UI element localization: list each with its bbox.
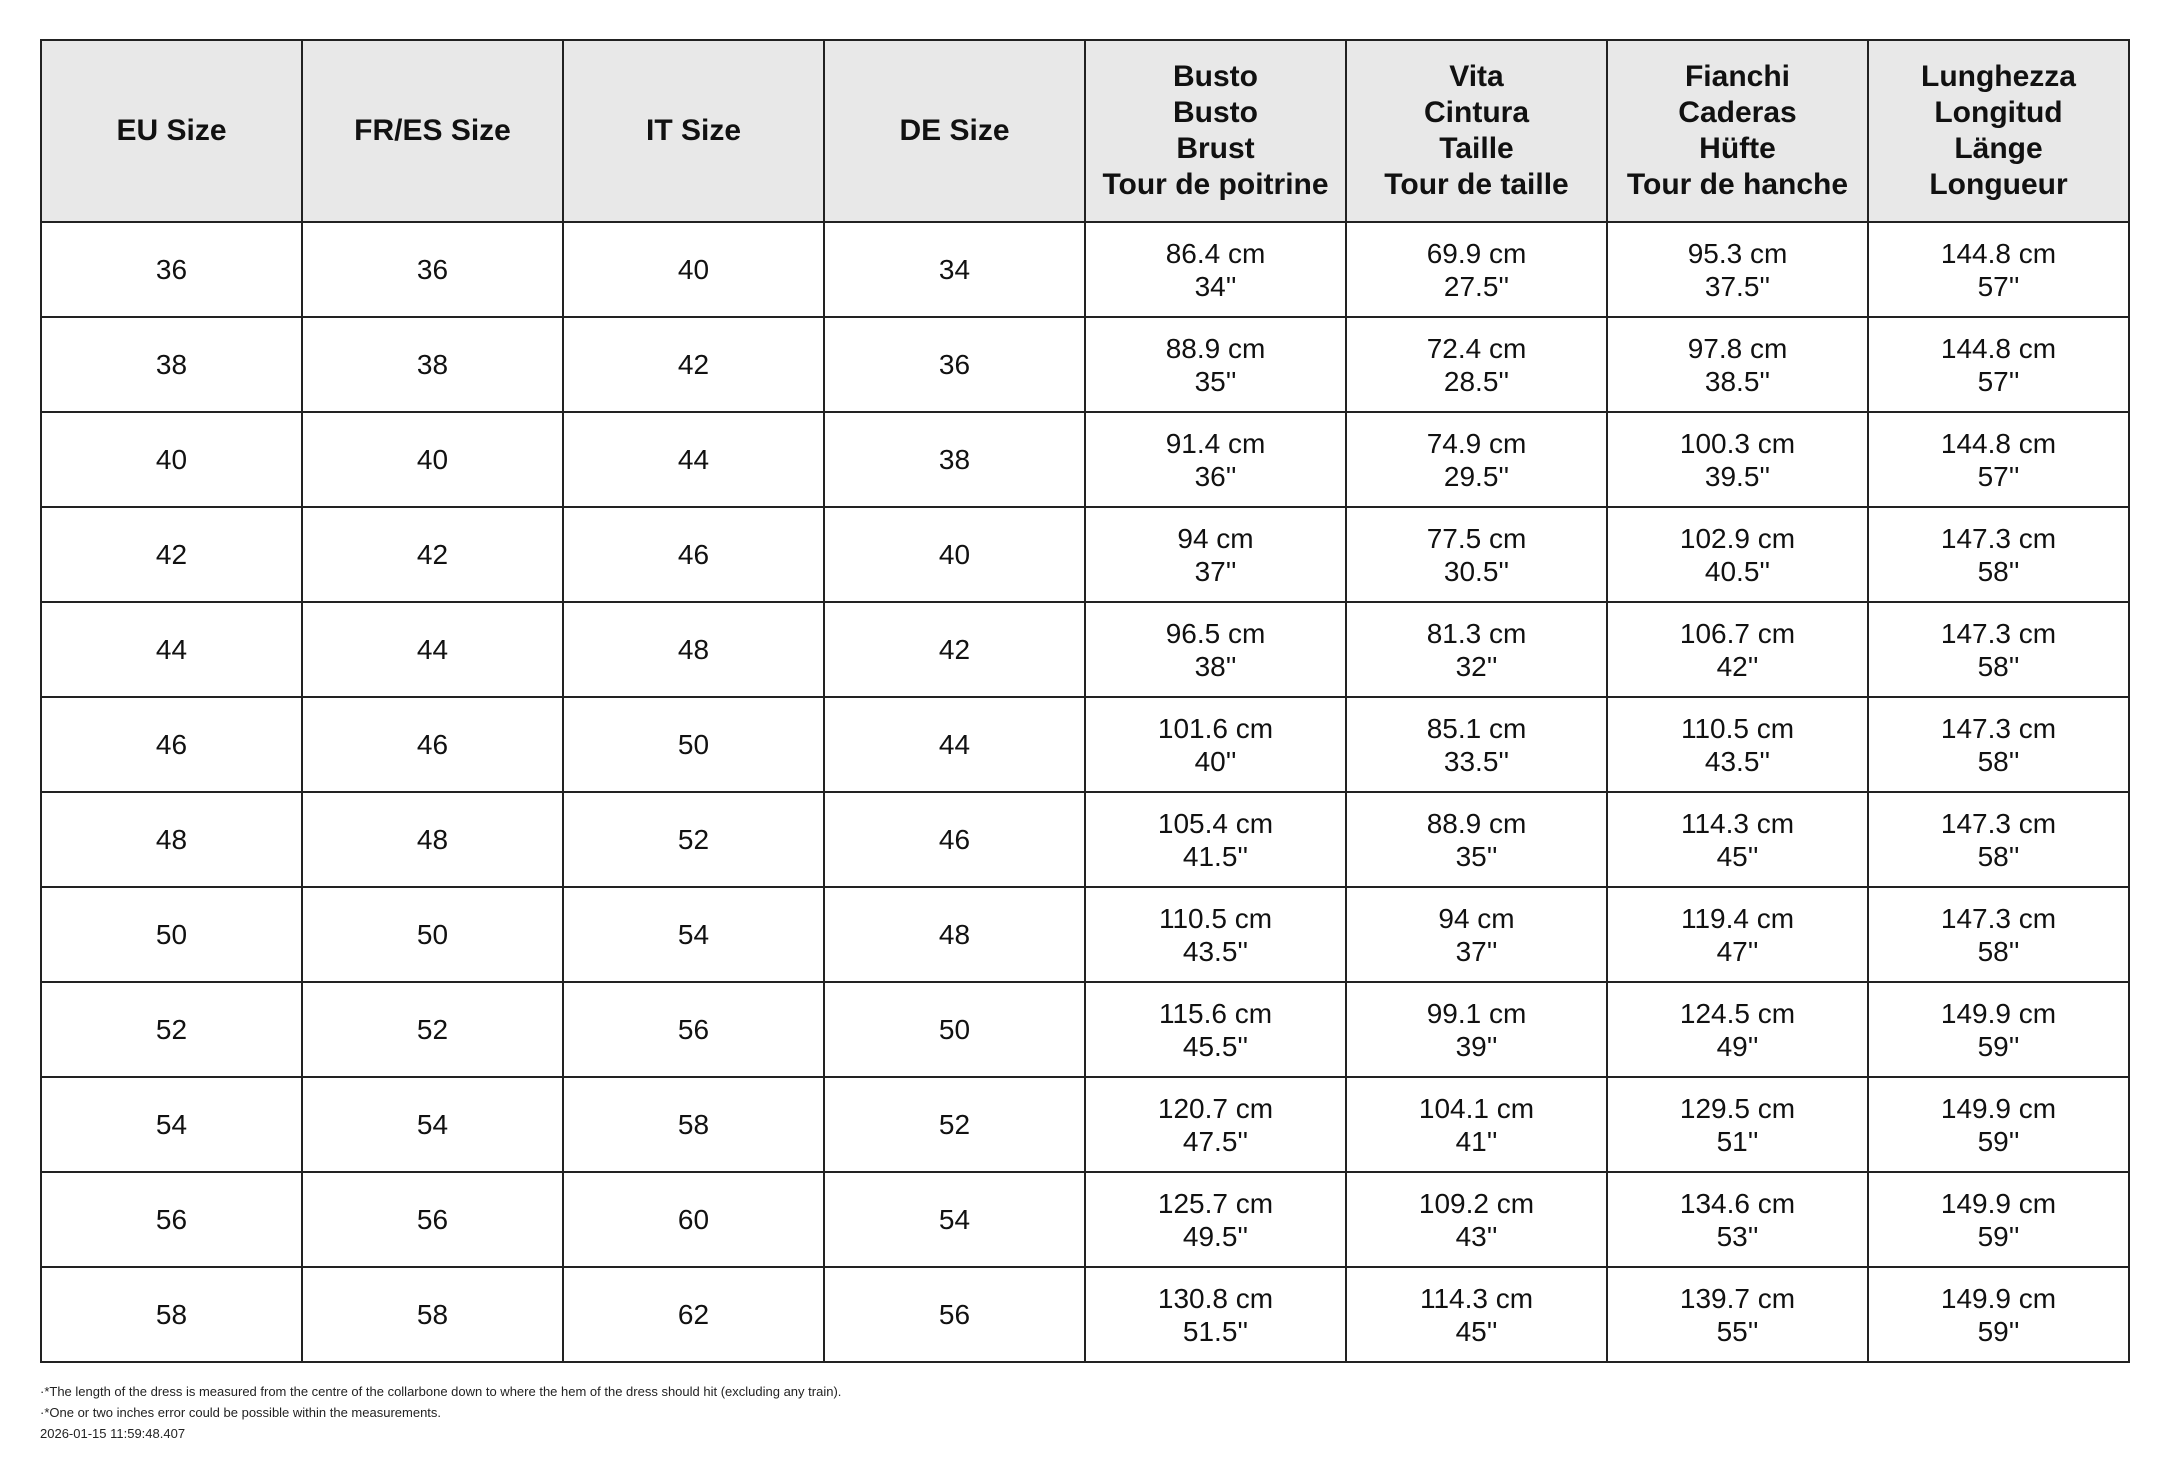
cell-it-size: 62 [563, 1267, 824, 1362]
header-line: Tour de hanche [1626, 168, 1849, 201]
measure-cm: 104.1 cm [1418, 1092, 1535, 1124]
measure-cm: 85.1 cm [1426, 712, 1527, 744]
cell-eu-size: 46 [41, 697, 302, 792]
column-header-eu-size [41, 40, 302, 222]
cell-eu-size: 44 [41, 602, 302, 697]
header-line: Caderas [1678, 96, 1797, 129]
cell-bust [1085, 887, 1346, 982]
measure-inch: 41.5'' [1182, 840, 1249, 872]
column-header-waist [1346, 40, 1607, 222]
cell-waist [1346, 697, 1607, 792]
measure-cm: 101.6 cm [1157, 712, 1274, 744]
cell-bust [1085, 507, 1346, 602]
cell-waist [1346, 982, 1607, 1077]
measure-cm: 99.1 cm [1426, 997, 1527, 1029]
column-header-bust [1085, 40, 1346, 222]
header-line: Vita [1449, 60, 1504, 93]
cell-length [1868, 982, 2129, 1077]
measure-cm: 69.9 cm [1426, 237, 1527, 269]
cell-waist [1346, 792, 1607, 887]
measure-cm: 72.4 cm [1426, 332, 1527, 364]
measure-cm: 139.7 cm [1679, 1282, 1796, 1314]
measure-cm: 88.9 cm [1165, 332, 1266, 364]
cell-length [1868, 412, 2129, 507]
cell-it-size: 58 [563, 1077, 824, 1172]
measure-inch: 34'' [1194, 270, 1237, 302]
measure-inch: 38.5'' [1704, 365, 1771, 397]
cell-it-size: 60 [563, 1172, 824, 1267]
cell-de-size: 54 [824, 1172, 1085, 1267]
header-line: Busto [1173, 96, 1258, 129]
cell-waist [1346, 222, 1607, 317]
measure-cm: 100.3 cm [1679, 427, 1796, 459]
measure-inch: 32'' [1455, 650, 1498, 682]
measure-cm: 120.7 cm [1157, 1092, 1274, 1124]
cell-fr-es-size: 58 [302, 1267, 563, 1362]
footnote-dress-length: ·*The length of the dress is measured from the centre of the collarbone down to where the hem of the dress should hit (excluding any train). [40, 1384, 842, 1399]
measure-inch: 57'' [1977, 365, 2020, 397]
footnotes [40, 1381, 841, 1444]
cell-fr-es-size: 44 [302, 602, 563, 697]
measure-inch: 37'' [1455, 935, 1498, 967]
cell-hips [1607, 1172, 1868, 1267]
cell-eu-size: 38 [41, 317, 302, 412]
header-line: Fianchi [1684, 60, 1790, 93]
measure-inch: 47'' [1716, 935, 1759, 967]
column-header-it-size [563, 40, 824, 222]
table-row [41, 887, 2129, 982]
header-line: Longueur [1929, 168, 2068, 201]
measure-inch: 38'' [1194, 650, 1237, 682]
cell-fr-es-size: 50 [302, 887, 563, 982]
cell-hips [1607, 982, 1868, 1077]
measure-cm: 81.3 cm [1426, 617, 1527, 649]
cell-length [1868, 1077, 2129, 1172]
cell-length [1868, 317, 2129, 412]
header-line: IT Size [645, 114, 742, 147]
measure-inch: 58'' [1977, 745, 2020, 777]
cell-bust [1085, 602, 1346, 697]
cell-de-size: 36 [824, 317, 1085, 412]
measure-cm: 97.8 cm [1687, 332, 1788, 364]
cell-it-size: 52 [563, 792, 824, 887]
measure-cm: 91.4 cm [1165, 427, 1266, 459]
measure-cm: 149.9 cm [1940, 1282, 2057, 1314]
table-row [41, 222, 2129, 317]
cell-fr-es-size: 52 [302, 982, 563, 1077]
column-header-hips [1607, 40, 1868, 222]
measure-cm: 147.3 cm [1940, 522, 2057, 554]
cell-de-size: 40 [824, 507, 1085, 602]
cell-length [1868, 1172, 2129, 1267]
measure-cm: 149.9 cm [1940, 1092, 2057, 1124]
measure-inch: 57'' [1977, 270, 2020, 302]
cell-bust [1085, 222, 1346, 317]
measure-cm: 129.5 cm [1679, 1092, 1796, 1124]
cell-bust [1085, 1077, 1346, 1172]
header-row [41, 40, 2129, 222]
header-line: Longitud [1934, 96, 2063, 129]
table-row [41, 412, 2129, 507]
measure-cm: 134.6 cm [1679, 1187, 1796, 1219]
measure-inch: 58'' [1977, 935, 2020, 967]
cell-hips [1607, 887, 1868, 982]
cell-length [1868, 1267, 2129, 1362]
header-line: EU Size [116, 114, 227, 147]
cell-bust [1085, 1172, 1346, 1267]
measure-inch: 49.5'' [1182, 1220, 1249, 1252]
header-line: Länge [1954, 132, 2043, 165]
cell-length [1868, 507, 2129, 602]
measure-cm: 88.9 cm [1426, 807, 1527, 839]
cell-fr-es-size: 46 [302, 697, 563, 792]
cell-bust [1085, 697, 1346, 792]
cell-eu-size: 36 [41, 222, 302, 317]
header-line: Hüfte [1699, 132, 1776, 165]
cell-eu-size: 42 [41, 507, 302, 602]
cell-de-size: 38 [824, 412, 1085, 507]
size-chart-table [40, 39, 2130, 1363]
table-row [41, 507, 2129, 602]
cell-fr-es-size: 54 [302, 1077, 563, 1172]
cell-it-size: 46 [563, 507, 824, 602]
measure-inch: 37'' [1194, 555, 1237, 587]
cell-hips [1607, 222, 1868, 317]
measure-inch: 28.5'' [1443, 365, 1510, 397]
measure-cm: 130.8 cm [1157, 1282, 1274, 1314]
header-line: Cintura [1424, 96, 1529, 129]
cell-de-size: 52 [824, 1077, 1085, 1172]
header-line: FR/ES Size [354, 114, 511, 147]
measure-cm: 102.9 cm [1679, 522, 1796, 554]
cell-eu-size: 56 [41, 1172, 302, 1267]
measure-inch: 58'' [1977, 840, 2020, 872]
cell-it-size: 56 [563, 982, 824, 1077]
cell-bust [1085, 412, 1346, 507]
measure-cm: 114.3 cm [1419, 1282, 1534, 1314]
cell-hips [1607, 317, 1868, 412]
header-line: Busto [1173, 60, 1258, 93]
measure-inch: 45'' [1716, 840, 1759, 872]
cell-hips [1607, 602, 1868, 697]
measure-cm: 125.7 cm [1157, 1187, 1274, 1219]
measure-inch: 45.5'' [1182, 1030, 1249, 1062]
cell-waist [1346, 317, 1607, 412]
measure-inch: 45'' [1455, 1315, 1498, 1347]
timestamp: 2026-01-15 11:59:48.407 [40, 1426, 186, 1441]
measure-inch: 57'' [1977, 460, 2020, 492]
cell-waist [1346, 1077, 1607, 1172]
cell-it-size: 40 [563, 222, 824, 317]
measure-cm: 124.5 cm [1679, 997, 1796, 1029]
cell-length [1868, 792, 2129, 887]
measure-cm: 115.6 cm [1158, 997, 1273, 1029]
header-line: Taille [1439, 132, 1514, 165]
measure-cm: 95.3 cm [1687, 237, 1788, 269]
cell-fr-es-size: 36 [302, 222, 563, 317]
measure-inch: 49'' [1716, 1030, 1759, 1062]
measure-inch: 53'' [1716, 1220, 1759, 1252]
measure-cm: 144.8 cm [1940, 427, 2057, 459]
measure-cm: 119.4 cm [1680, 902, 1795, 934]
measure-cm: 86.4 cm [1165, 237, 1266, 269]
measure-cm: 147.3 cm [1940, 617, 2057, 649]
header-line: Brust [1176, 132, 1255, 165]
cell-waist [1346, 412, 1607, 507]
cell-it-size: 50 [563, 697, 824, 792]
cell-hips [1607, 507, 1868, 602]
measure-inch: 59'' [1977, 1220, 2020, 1252]
cell-waist [1346, 1267, 1607, 1362]
measure-cm: 106.7 cm [1679, 617, 1796, 649]
cell-de-size: 34 [824, 222, 1085, 317]
measure-inch: 58'' [1977, 555, 2020, 587]
measure-inch: 35'' [1455, 840, 1498, 872]
measure-inch: 59'' [1977, 1030, 2020, 1062]
cell-length [1868, 697, 2129, 792]
measure-inch: 40'' [1194, 745, 1237, 777]
cell-de-size: 42 [824, 602, 1085, 697]
measure-cm: 144.8 cm [1940, 237, 2057, 269]
header-line: Tour de taille [1384, 168, 1569, 201]
measure-inch: 47.5'' [1182, 1125, 1249, 1157]
measure-inch: 51'' [1716, 1125, 1759, 1157]
measure-inch: 39'' [1455, 1030, 1498, 1062]
cell-waist [1346, 602, 1607, 697]
cell-eu-size: 52 [41, 982, 302, 1077]
measure-inch: 35'' [1194, 365, 1237, 397]
measure-inch: 43.5'' [1704, 745, 1771, 777]
cell-bust [1085, 982, 1346, 1077]
measure-inch: 29.5'' [1443, 460, 1510, 492]
cell-hips [1607, 1077, 1868, 1172]
header-line: DE Size [899, 114, 1010, 147]
measure-cm: 110.5 cm [1680, 712, 1795, 744]
cell-length [1868, 222, 2129, 317]
cell-de-size: 44 [824, 697, 1085, 792]
cell-eu-size: 50 [41, 887, 302, 982]
cell-it-size: 54 [563, 887, 824, 982]
cell-hips [1607, 792, 1868, 887]
table-row [41, 697, 2129, 792]
measure-cm: 94 cm [1438, 902, 1515, 934]
measure-inch: 41'' [1455, 1125, 1498, 1157]
measure-inch: 59'' [1977, 1125, 2020, 1157]
cell-eu-size: 40 [41, 412, 302, 507]
cell-fr-es-size: 48 [302, 792, 563, 887]
measure-inch: 55'' [1716, 1315, 1759, 1347]
table-body [41, 222, 2129, 1362]
measure-inch: 37.5'' [1704, 270, 1771, 302]
cell-eu-size: 54 [41, 1077, 302, 1172]
column-header-length [1868, 40, 2129, 222]
measure-inch: 27.5'' [1443, 270, 1510, 302]
cell-waist [1346, 507, 1607, 602]
measure-cm: 149.9 cm [1940, 1187, 2057, 1219]
measure-inch: 51.5'' [1182, 1315, 1249, 1347]
table-row [41, 792, 2129, 887]
measure-cm: 110.5 cm [1158, 902, 1273, 934]
measure-inch: 43'' [1455, 1220, 1498, 1252]
cell-hips [1607, 1267, 1868, 1362]
cell-it-size: 44 [563, 412, 824, 507]
measure-inch: 42'' [1716, 650, 1759, 682]
measure-inch: 30.5'' [1443, 555, 1510, 587]
measure-cm: 77.5 cm [1426, 522, 1527, 554]
footnote-measurement-error: ·*One or two inches error could be possible within the measurements. [40, 1405, 442, 1420]
measure-inch: 39.5'' [1704, 460, 1771, 492]
cell-it-size: 48 [563, 602, 824, 697]
cell-hips [1607, 697, 1868, 792]
table-row [41, 602, 2129, 697]
cell-fr-es-size: 38 [302, 317, 563, 412]
table-header [41, 40, 2129, 222]
measure-cm: 109.2 cm [1418, 1187, 1535, 1219]
cell-it-size: 42 [563, 317, 824, 412]
cell-waist [1346, 1172, 1607, 1267]
measure-cm: 96.5 cm [1165, 617, 1266, 649]
measure-cm: 149.9 cm [1940, 997, 2057, 1029]
column-header-de-size [824, 40, 1085, 222]
measure-cm: 144.8 cm [1940, 332, 2057, 364]
measure-inch: 40.5'' [1704, 555, 1771, 587]
measure-cm: 94 cm [1177, 522, 1254, 554]
cell-length [1868, 887, 2129, 982]
cell-fr-es-size: 56 [302, 1172, 563, 1267]
measure-inch: 43.5'' [1182, 935, 1249, 967]
measure-cm: 147.3 cm [1940, 902, 2057, 934]
cell-de-size: 56 [824, 1267, 1085, 1362]
cell-eu-size: 58 [41, 1267, 302, 1362]
table-row [41, 1172, 2129, 1267]
measure-inch: 33.5'' [1443, 745, 1510, 777]
cell-waist [1346, 887, 1607, 982]
measure-cm: 74.9 cm [1426, 427, 1527, 459]
measure-cm: 147.3 cm [1940, 807, 2057, 839]
measure-inch: 36'' [1194, 460, 1237, 492]
cell-bust [1085, 317, 1346, 412]
header-line: Lunghezza [1921, 60, 2076, 93]
cell-bust [1085, 792, 1346, 887]
header-line: Tour de poitrine [1102, 168, 1329, 201]
cell-de-size: 50 [824, 982, 1085, 1077]
cell-length [1868, 602, 2129, 697]
cell-bust [1085, 1267, 1346, 1362]
measure-cm: 114.3 cm [1680, 807, 1795, 839]
measure-inch: 59'' [1977, 1315, 2020, 1347]
cell-fr-es-size: 40 [302, 412, 563, 507]
cell-de-size: 48 [824, 887, 1085, 982]
table-row [41, 1267, 2129, 1362]
table-row [41, 1077, 2129, 1172]
table-row [41, 317, 2129, 412]
measure-inch: 58'' [1977, 650, 2020, 682]
measure-cm: 105.4 cm [1157, 807, 1274, 839]
column-header-fr-es-size [302, 40, 563, 222]
cell-eu-size: 48 [41, 792, 302, 887]
cell-de-size: 46 [824, 792, 1085, 887]
table-row [41, 982, 2129, 1077]
cell-hips [1607, 412, 1868, 507]
measure-cm: 147.3 cm [1940, 712, 2057, 744]
cell-fr-es-size: 42 [302, 507, 563, 602]
